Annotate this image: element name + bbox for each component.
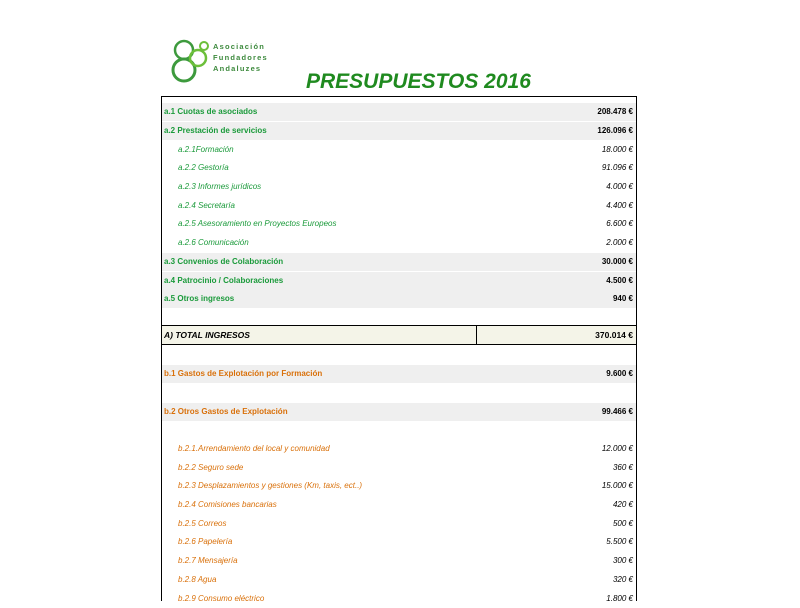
expense-row-label: b.2.8 Agua xyxy=(178,575,217,584)
income-row-value: 4.000 € xyxy=(606,182,633,191)
expense-row-label: b.2.2 Seguro sede xyxy=(178,463,244,472)
page-title: PRESUPUESTOS 2016 xyxy=(306,70,531,93)
income-row xyxy=(162,290,636,308)
income-row xyxy=(162,122,636,140)
expense-row-label: b.2 Otros Gastos de Explotación xyxy=(164,407,288,416)
expense-row-value: 360 € xyxy=(612,463,633,472)
income-row-label: a.3 Convenios de Colaboración xyxy=(164,257,284,266)
income-row-label: a.2.6 Comunicación xyxy=(178,238,249,247)
income-row xyxy=(162,103,636,121)
organization-logo xyxy=(170,36,280,88)
income-row-value: 208.478 € xyxy=(597,107,633,116)
logo-line: Andaluzes xyxy=(213,64,262,73)
expense-row-label: b.2.3 Desplazamientos y gestiones (Km, taxis, ect..) xyxy=(178,481,363,490)
income-row-label: a.2.4 Secretaría xyxy=(178,201,235,210)
income-row xyxy=(162,253,636,271)
income-row-label: a.2.2 Gestoría xyxy=(178,163,229,172)
expense-row-label: b.2.1.Arrendamiento del local y comunidad xyxy=(178,444,330,453)
expense-row-value: 9.600 € xyxy=(606,369,633,378)
expense-row-value: 5.500 € xyxy=(606,537,633,546)
income-row-value: 18.000 € xyxy=(601,145,633,154)
expense-row xyxy=(162,515,636,533)
total-income-label: A) TOTAL INGRESOS xyxy=(164,330,250,340)
logo-line: Fundadores xyxy=(213,53,268,62)
income-row-label: a.2.3 Informes jurídicos xyxy=(178,182,262,191)
income-row-value: 91.096 € xyxy=(601,163,633,172)
expense-row-label: b.2.5 Correos xyxy=(178,519,227,528)
expense-row xyxy=(162,590,636,608)
income-row-label: a.4 Patrocinio / Colaboraciones xyxy=(164,276,284,285)
income-row-value: 4.500 € xyxy=(606,276,633,285)
income-row-label: a.1 Cuotas de asociados xyxy=(164,107,258,116)
income-row-label: a.2 Prestación de servicios xyxy=(164,126,267,135)
expense-row xyxy=(162,459,636,477)
total-income-row xyxy=(162,325,636,345)
income-row-label: a.2.5 Asesoramiento en Proyectos Europeos xyxy=(178,219,337,228)
total-income-value: 370.014 € xyxy=(595,330,633,340)
income-row xyxy=(162,178,636,196)
income-row-value: 2.000 € xyxy=(606,238,633,247)
income-row xyxy=(162,159,636,177)
logo-line: Asociación xyxy=(213,42,266,51)
income-row xyxy=(162,272,636,290)
expense-row-label: b.2.6 Papelería xyxy=(178,537,233,546)
income-row-value: 30.000 € xyxy=(601,257,633,266)
income-row-label: a.5 Otros ingresos xyxy=(164,294,235,303)
income-row-value: 6.600 € xyxy=(606,219,633,228)
income-row xyxy=(162,197,636,215)
expense-row xyxy=(162,571,636,589)
expense-row-label: b.1 Gastos de Explotación por Formación xyxy=(164,369,323,378)
expense-row-value: 15.000 € xyxy=(601,481,633,490)
income-row-value: 4.400 € xyxy=(606,201,633,210)
budget-table xyxy=(161,96,637,601)
expense-row xyxy=(162,477,636,495)
logo-wordmark xyxy=(213,41,268,74)
expense-row xyxy=(162,440,636,458)
income-row xyxy=(162,141,636,159)
expense-row-value: 420 € xyxy=(612,500,633,509)
expense-row-value: 500 € xyxy=(612,519,633,528)
expense-row-label: b.2.9 Consumo eléctrico xyxy=(178,594,265,603)
expense-row-value: 1.800 € xyxy=(606,594,633,603)
income-row-label: a.2.1Formación xyxy=(178,145,234,154)
income-row-value: 940 € xyxy=(612,294,633,303)
expense-row xyxy=(162,403,636,421)
expense-row-label: b.2.4 Comisiones bancarias xyxy=(178,500,277,509)
expense-row xyxy=(162,496,636,514)
income-row xyxy=(162,215,636,233)
total-divider xyxy=(476,326,477,344)
expense-row-value: 12.000 € xyxy=(601,444,633,453)
interlocking-circles-logo-icon xyxy=(170,36,214,86)
expense-row xyxy=(162,552,636,570)
expense-row-value: 99.466 € xyxy=(601,407,633,416)
expense-row xyxy=(162,533,636,551)
income-row-value: 126.096 € xyxy=(597,126,633,135)
expense-row xyxy=(162,365,636,383)
expense-row-value: 300 € xyxy=(612,556,633,565)
expense-row-label: b.2.7 Mensajería xyxy=(178,556,238,565)
income-row xyxy=(162,234,636,252)
expense-row-value: 320 € xyxy=(612,575,633,584)
